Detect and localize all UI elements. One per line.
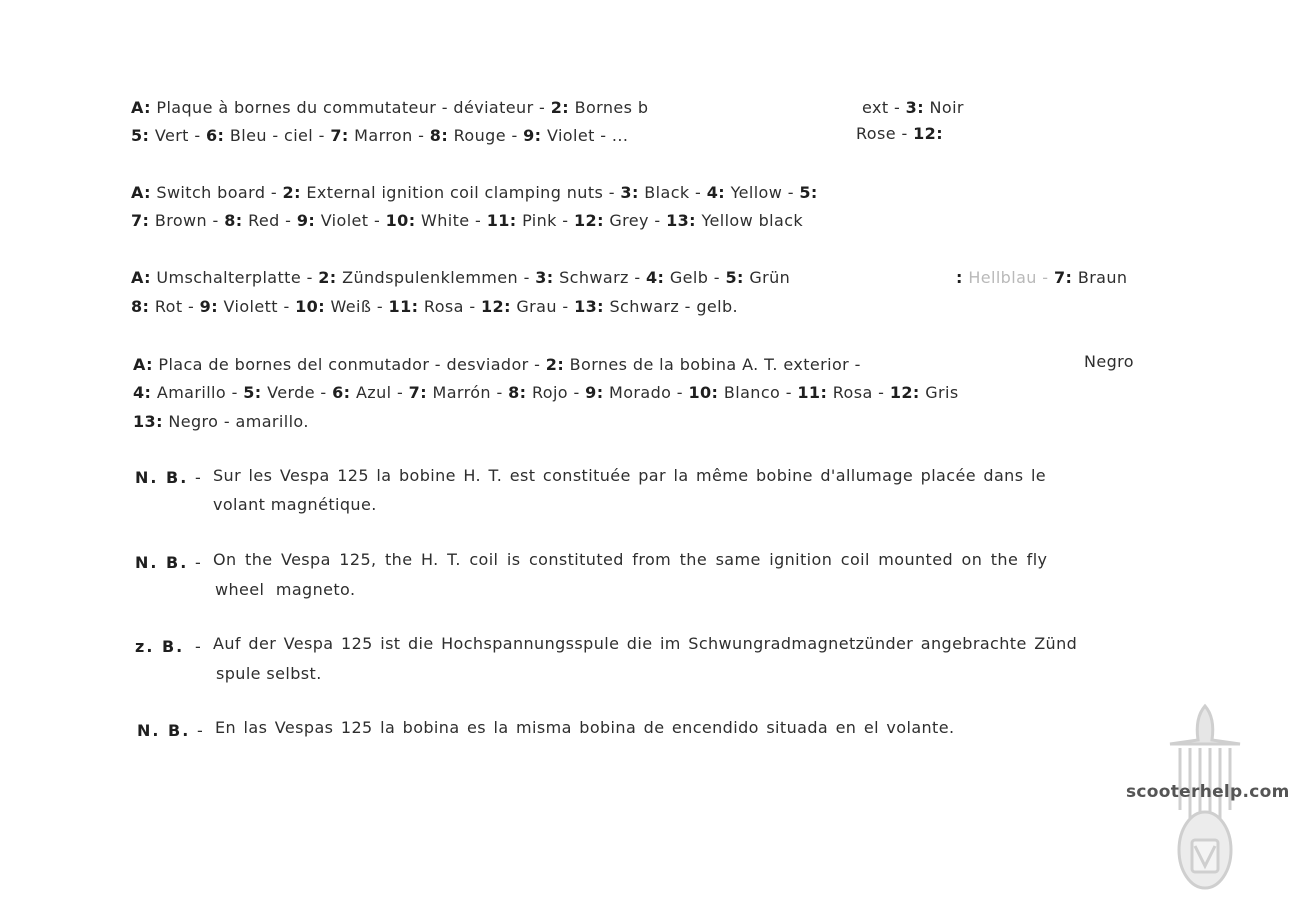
legend-es-line-1-right: Negro bbox=[1084, 352, 1134, 371]
note-text: spule selbst. bbox=[216, 664, 322, 683]
note-dash: - bbox=[195, 637, 202, 656]
legend-fr-line-1: A: Plaque à bornes du commutateur - déviateur - 2: Bornes b bbox=[131, 98, 649, 117]
legend-fr-line-1-right: ext - 3: Noir bbox=[862, 98, 964, 117]
note-dash: - bbox=[195, 553, 202, 572]
watermark-text: scooterhelp.com bbox=[1126, 782, 1290, 802]
legend-de-line-1-right: : Hellblau - 7: Braun bbox=[956, 268, 1128, 287]
legend-en-line-2: 7: Brown - 8: Red - 9: Violet - 10: White - 11: Pink - 12: Grey - 13: Yellow black bbox=[131, 211, 804, 230]
note-text: volant magnétique. bbox=[213, 495, 377, 514]
note-text: Sur les Vespa 125 la bobine H. T. est constituée par la même bobine d'allumage placée dans le bbox=[213, 466, 1047, 485]
legend-de-line-1: A: Umschalterplatte - 2: Zündspulenklemmen - 3: Schwarz - 4: Gelb - 5: Grün bbox=[131, 268, 791, 287]
legend-fr-line-2-right: Rose - 12: bbox=[856, 124, 944, 143]
legend-es-line-1: A: Placa de bornes del conmutador - desviador - 2: Bornes de la bobina A. T. exterior - bbox=[133, 355, 861, 374]
note-text: En las Vespas 125 la bobina es la misma bobina de encendido situada en el volante. bbox=[215, 718, 955, 737]
note-label: N. B. bbox=[137, 721, 191, 740]
note-text: On the Vespa 125, the H. T. coil is constituted from the same ignition coil mounted on the fly bbox=[213, 550, 1048, 569]
note-text: wheel magneto. bbox=[215, 580, 356, 599]
legend-es-line-2: 4: Amarillo - 5: Verde - 6: Azul - 7: Marrón - 8: Rojo - 9: Morado - 10: Blanco - 11: Rosa - 12: Gris bbox=[133, 383, 959, 402]
legend-fr-line-2: 5: Vert - 6: Bleu - ciel - 7: Marron - 8: Rouge - 9: Violet - ... bbox=[131, 126, 629, 145]
legend-es-line-3: 13: Negro - amarillo. bbox=[133, 412, 309, 431]
legend-en-line-1: A: Switch board - 2: External ignition coil clamping nuts - 3: Black - 4: Yellow - 5: bbox=[131, 183, 818, 202]
note-dash: - bbox=[197, 721, 204, 740]
note-label: z. B. bbox=[135, 637, 185, 656]
note-dash: - bbox=[195, 468, 202, 487]
note-text: Auf der Vespa 125 ist die Hochspannungsspule die im Schwungradmagnetzünder angebrachte Zünd bbox=[213, 634, 1078, 653]
note-label: N. B. bbox=[135, 553, 189, 572]
note-label: N. B. bbox=[135, 468, 189, 487]
legend-de-line-2: 8: Rot - 9: Violett - 10: Weiß - 11: Rosa - 12: Grau - 13: Schwarz - gelb. bbox=[131, 297, 739, 316]
